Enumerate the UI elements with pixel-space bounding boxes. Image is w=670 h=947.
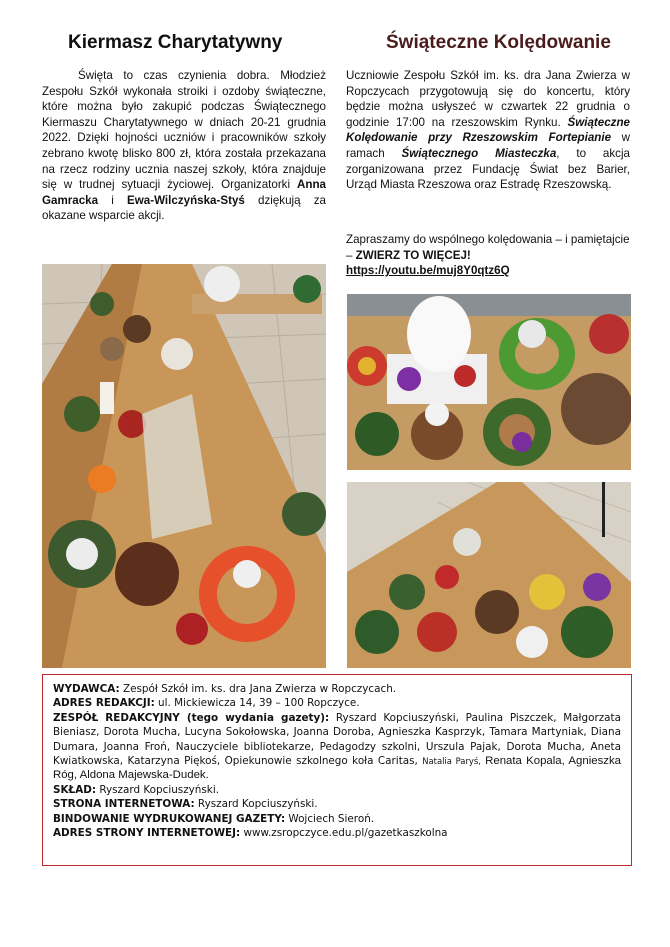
binding-value: Wojciech Sieroń. [285, 812, 375, 825]
right-article-text-2: w ramach [346, 131, 631, 160]
typesetting-row [53, 783, 621, 797]
event-name: Świąteczne Kolędowanie przy Rzeszowskim Fortepianie [346, 115, 630, 145]
website-row [53, 797, 621, 811]
conjunction-text: i [98, 193, 128, 207]
editorial-team-value-2: Renata Kopala, Agnieszka Róg, [53, 755, 621, 782]
publisher-row [53, 682, 621, 696]
left-article-closing: dziękują za okazane wsparcie akcji. [42, 193, 326, 223]
right-article-title: Świąteczne Kolędowanie [386, 32, 611, 53]
editorial-team-value-3: Aldona Majewska-Dudek. [79, 769, 209, 782]
invitation-slogan: ZWIERZ TO WIĘCEJ! [355, 248, 471, 262]
address-row [53, 696, 621, 710]
address-label: ADRES REDAKCJI: [53, 697, 155, 710]
web-address-label: ADRES STRONY INTERNETOWEJ: [53, 827, 241, 840]
christmas-wreaths-photo [347, 294, 631, 470]
right-article-text: Uczniowie Zespołu Szkół im. ks. dra Jana Zwierza w Ropczycach przygotowują się do koncertu, który będzie można usłyszeć w czwartek 22 grudnia o godzinie 17:00 na rzeszowskim Rynku. [346, 69, 630, 129]
typesetting-value: Ryszard Kopciuszyński. [96, 783, 220, 796]
left-article-body [42, 68, 326, 224]
masthead-box [42, 674, 632, 866]
left-article-text: Święta to czas czynienia dobra. Młodzież Zespołu Szkół wykonała stroiki i ozdoby świąteczne, które można było zakupić podczas Świątecznego Kiermaszu Charytatywnego w dniach 20-21 grudnia 2022. Dzięki hojności uczniów i pracowników szkoły zebrano kwotę blisko 800 zł, która została przekazana na rzecz rodziny ucznia naszej szkoły, która znajduje się w trudnej sytuacji życiowej. Organizatorki [42, 69, 326, 192]
editorial-team-label: ZESPÓŁ REDAKCYJNY (tego wydania gazety): [53, 711, 330, 724]
left-article-title: Kiermasz Charytatywny [68, 32, 283, 53]
binding-label: BINDOWANIE WYDRUKOWANEJ GAZETY: [53, 812, 286, 825]
web-address-value[interactable]: www.zsropczyce.edu.pl/gazetkaszkolna [240, 827, 448, 840]
editorial-team-value: Ryszard Kopciuszyński, Paulina Piszczek, Małgorzata Bieniasz, Dorota Mucha, Lucyna Sokołowska, Joanna Doroba, Agnieszka Kasprzyk, Tamara Martyniak, Diana Dumara, Joanna Froń, Nauczyciele bibliotekarze, Pedagodzy szkolni, Urszula Pajak, Dorota Mucha, Aneta Kwiatkowska, Katarzyna Piękoś, Opiekunowie szkolnego koła Caritas, [53, 711, 621, 768]
event-name-2: Świątecznego Miasteczka [401, 146, 557, 160]
website-label: STRONA INTERNETOWA: [53, 798, 195, 811]
fair-table-photo [347, 482, 631, 668]
publisher-value: Zespół Szkół im. ks. dra Jana Zwierza w Ropczycach. [119, 683, 397, 695]
editorial-team-small: Natalia Paryś, [422, 756, 481, 767]
binding-row [53, 812, 621, 826]
website-value: Ryszard Kopciuszyński. [194, 798, 318, 811]
publisher-label: WYDAWCA: [53, 683, 120, 695]
invitation-text: Zapraszamy do wspólnego kolędowania – i pamiętajcie – [346, 233, 630, 262]
typesetting-label: SKŁAD: [53, 783, 97, 796]
organizer-name-1: Anna Gamracka [42, 178, 326, 207]
editorial-team-row [53, 711, 621, 783]
web-address-row [53, 826, 621, 840]
charity-fair-photo [42, 264, 326, 668]
right-article-body [346, 68, 630, 193]
organizer-name-2: Ewa-Wilczyńska-Styś [127, 193, 245, 207]
youtube-link[interactable]: https://youtu.be/muj8Y0qtz6Q [346, 264, 510, 278]
right-article-text-3: , to akcja zorganizowana przez Fundację Świat bez Barier, Urząd Miasta Rzeszowa oraz Estradę Rzeszowską. [346, 146, 630, 192]
address-value: ul. Mickiewicza 14, 39 – 100 Ropczyce. [154, 697, 360, 710]
invitation [346, 232, 630, 279]
